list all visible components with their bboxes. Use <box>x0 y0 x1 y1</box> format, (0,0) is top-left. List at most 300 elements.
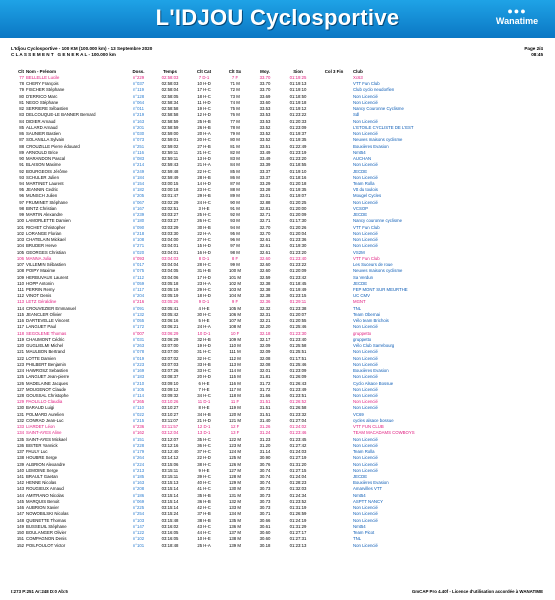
table-cell: 03:03:30 <box>161 230 179 236</box>
table-cell: 13 H-D <box>197 156 211 162</box>
table-cell: 03:04:01 <box>161 243 179 249</box>
table-cell: 02:58:58 <box>161 106 179 112</box>
table-cell: VILLEMIN Sébastien <box>26 262 66 268</box>
table-cell: 32.38 <box>259 280 271 286</box>
table-cell: 110 <box>17 280 24 286</box>
table-cell: 31.24 <box>259 430 271 436</box>
table-cell: 84 M <box>230 162 240 168</box>
table-cell: 148 <box>16 517 24 523</box>
table-cell: POIPY Maxime <box>26 268 56 274</box>
table-cell: 01:23:49 <box>289 386 307 392</box>
table-cell: 03:05:41 <box>161 305 179 311</box>
table-cell: 108 <box>16 268 24 274</box>
table-cell: 23 H-C <box>197 187 211 193</box>
table-cell: n°239 <box>132 212 145 218</box>
table-cell: 128 <box>16 392 24 398</box>
table-cell: MOUGENOT Claude <box>26 386 67 392</box>
table-cell: 24 H-A <box>197 324 211 330</box>
table-cell: Nmt54 <box>353 523 366 529</box>
table-cell: 76 M <box>230 112 240 118</box>
table-cell: 125 M <box>229 455 241 461</box>
table-cell: 01:23:22 <box>289 112 307 118</box>
table-cell: 33.70 <box>259 87 271 93</box>
table-cell: 01:24:02 <box>289 424 307 430</box>
table-cell: 81 <box>19 99 24 105</box>
table-cell: 02:58:58 <box>161 112 179 118</box>
table-cell: 101 <box>16 224 24 230</box>
table-cell: 33.51 <box>259 143 271 149</box>
table-cell: 33.28 <box>259 187 271 193</box>
table-cell: 03:16:05 <box>161 536 179 542</box>
table-cell: 3 H-E <box>198 205 210 211</box>
table-cell: 03:12:16 <box>161 442 179 448</box>
table-cell: Non Licencié <box>353 230 378 236</box>
table-cell: JECDE <box>353 168 368 174</box>
table-cell: SERRIERE Sébastien <box>26 106 69 112</box>
table-cell: LAMORLETTE Damien <box>26 218 71 224</box>
table-cell: 32.61 <box>259 243 271 249</box>
table-cell: n°249 <box>132 168 145 174</box>
table-cell: CONRAD Jean-Luc <box>26 417 64 423</box>
table-cell: 01:23:13 <box>289 542 307 548</box>
table-cell: 106 M <box>229 311 241 317</box>
table-cell: 82 M <box>230 149 240 155</box>
table-cell: n°204 <box>132 293 145 299</box>
table-cell: 01:27:15 <box>289 467 307 473</box>
table-cell: DARTEVELLE Vincent <box>26 318 70 324</box>
table-cell: 01:23:09 <box>289 124 307 130</box>
table-cell: 19 H-C <box>197 106 211 112</box>
table-cell: 02:59:11 <box>161 156 179 162</box>
table-cell: 34 H-B <box>197 411 211 417</box>
table-cell: 03:12:40 <box>161 449 179 455</box>
table-cell: 88 <box>19 143 24 149</box>
table-cell: Bouxières Evasion <box>353 368 389 374</box>
table-cell: 01:20:00 <box>289 205 307 211</box>
table-cell: VS2M <box>353 249 365 255</box>
table-cell: 33 H-C <box>197 368 211 374</box>
table-cell: LETZ Géraldine <box>26 299 57 305</box>
table-cell: 10 H-D <box>197 81 211 87</box>
table-cell: 01:19:07 <box>289 193 307 199</box>
table-cell: 01:20:33 <box>289 118 307 124</box>
table-cell: 01:26:59 <box>289 511 307 517</box>
table-cell: Non Licencié <box>353 131 378 137</box>
table-cell: BLAISON Maxime <box>26 162 61 168</box>
table-cell: 01:25:51 <box>289 349 307 355</box>
table-cell: 30.18 <box>259 542 271 548</box>
table-cell: 26 H-C <box>197 218 211 224</box>
table-cell: 107 M <box>229 318 241 324</box>
table-cell: AUBRION Xavier <box>26 505 59 511</box>
table-cell: 111 <box>17 286 24 292</box>
table-cell: 105 <box>16 249 24 255</box>
table-cell: 01:20:09 <box>289 212 307 218</box>
table-cell: 123 <box>16 361 24 367</box>
column-header: Clt Cat <box>196 69 212 74</box>
table-cell: BUSSEUIL Stéphane <box>26 523 67 529</box>
table-cell: 25 H-A <box>197 542 211 548</box>
table-cell: 96 M <box>230 237 240 243</box>
table-cell: n°254 <box>132 511 145 517</box>
results-header <box>11 46 152 57</box>
table-cell: Non Licencié <box>353 392 378 398</box>
table-cell: n°019 <box>132 355 145 361</box>
table-cell: 124 <box>16 368 24 374</box>
table-cell: 01:23:22 <box>289 262 307 268</box>
table-cell: n°208 <box>132 486 145 492</box>
table-cell: 23 H-A <box>197 280 211 286</box>
table-cell: 85 <box>19 124 24 130</box>
table-cell: 135 M <box>229 517 241 523</box>
table-cell: ARNOULD Brice <box>26 149 58 155</box>
table-cell: 98 M <box>230 249 240 255</box>
column-header: Doss. <box>132 69 145 74</box>
table-cell: 100 <box>16 218 24 224</box>
table-cell: 103 M <box>229 286 241 292</box>
table-cell: 03:15:11 <box>161 474 179 480</box>
table-cell: 32.18 <box>259 330 271 336</box>
table-cell: 03:04:01 <box>161 249 179 255</box>
table-cell: 01:20:25 <box>289 199 307 205</box>
table-cell: 32.08 <box>259 355 271 361</box>
table-cell: 11 F <box>230 399 240 405</box>
table-cell: 32.32 <box>259 305 271 311</box>
table-cell: 147 <box>16 511 24 517</box>
table-cell: BISTER Yannick <box>26 442 58 448</box>
table-cell: 10 D-1 <box>197 330 211 336</box>
table-cell: 21 H-C <box>197 149 211 155</box>
table-cell: DIDIER Arnaud <box>26 118 56 124</box>
table-cell: n°265 <box>132 399 145 405</box>
table-cell: 01:31:20 <box>289 461 307 467</box>
table-cell: BOURGEOIS Jérôme <box>26 168 68 174</box>
table-cell: Non Licencié <box>353 461 378 467</box>
table-cell: 121 M <box>229 417 241 423</box>
brand-name: Wanatime <box>495 16 539 26</box>
table-cell: 17 H-C <box>197 87 211 93</box>
column-header: Nom - Prénom <box>26 69 57 74</box>
table-cell: 132 <box>16 417 24 423</box>
table-cell: 02:59:43 <box>161 162 179 168</box>
table-cell: 01:17:51 <box>289 355 307 361</box>
table-cell: Nmt54 <box>353 492 366 498</box>
table-cell: Non Licencié <box>353 467 378 473</box>
table-cell: 79 M <box>230 131 240 137</box>
table-cell: 03:15:14 <box>161 486 179 492</box>
table-cell: 128 M <box>229 474 241 480</box>
table-cell: 03:07:26 <box>161 368 179 374</box>
table-cell: LIARDET Léon <box>26 424 55 430</box>
table-cell: 01:23:52 <box>289 498 307 504</box>
table-cell: 01:24:19 <box>289 517 307 523</box>
table-cell: 31.72 <box>259 380 271 386</box>
table-cell: 118 M <box>229 392 241 398</box>
table-cell: 114 M <box>229 368 241 374</box>
table-cell: 31.40 <box>259 417 271 423</box>
table-cell: 30.90 <box>259 455 271 461</box>
table-cell: 87 <box>19 137 24 143</box>
table-cell: 03:16:05 <box>161 530 179 536</box>
table-cell: 33.37 <box>259 174 271 180</box>
table-cell: 126 <box>16 380 24 386</box>
table-row <box>11 543 541 549</box>
table-cell: 17 H-D <box>197 274 211 280</box>
table-cell: PHILBERT Benjamin <box>26 361 66 367</box>
table-cell: Nancy Couronne Cyclisme <box>353 106 404 112</box>
table-cell: 01:19:37 <box>289 131 307 137</box>
footer-license: GmCAP Pro 4.40f - Licence d'utilisation accordée à WANATIME <box>411 589 543 594</box>
table-cell: 32 H-B <box>197 336 211 342</box>
table-cell: 34 H-C <box>197 392 211 398</box>
table-cell: 33.53 <box>259 106 271 112</box>
table-cell: CHATELAIN Mickael <box>26 237 66 243</box>
table-cell: 21 H-A <box>197 162 211 168</box>
table-cell: 03:09:32 <box>161 392 179 398</box>
table-cell: n°007 <box>132 330 145 336</box>
table-cell: 03:15:48 <box>161 517 179 523</box>
table-cell: 11 D-1 <box>197 399 211 405</box>
table-cell: 03:00:15 <box>161 181 179 186</box>
table-cell: 02:58:34 <box>161 99 179 105</box>
table-cell: 30.60 <box>259 536 271 542</box>
table-cell: n°179 <box>132 449 145 455</box>
table-cell: AMITRANO Nicolas <box>26 492 64 498</box>
table-cell: n°167 <box>132 205 145 211</box>
table-cell: n°218 <box>132 230 145 236</box>
table-cell: 102 M <box>229 280 241 286</box>
table-cell: 01:28:23 <box>289 480 307 486</box>
table-cell: 40 H-C <box>197 480 211 486</box>
table-cell: 03:07:00 <box>161 343 179 349</box>
column-header: Moy. <box>260 69 270 74</box>
table-cell: 31.51 <box>259 405 271 411</box>
column-header: Clt <box>18 69 24 74</box>
table-cell: 31.14 <box>259 449 271 455</box>
table-cell: 03:06:29 <box>161 336 179 342</box>
table-cell: 20 H-C <box>197 137 211 143</box>
table-cell: 32.88 <box>259 199 271 205</box>
table-cell: 20 H-A <box>197 131 211 137</box>
page-number: Page 2/4 <box>524 46 543 51</box>
table-cell <box>316 543 352 549</box>
table-cell: LOTTE Damien <box>26 355 56 361</box>
table-cell: 38 H-C <box>197 461 211 467</box>
table-cell: Neuves maisons cyclisme <box>353 137 403 143</box>
table-cell: Non Licencié <box>353 542 378 548</box>
page-info <box>524 46 543 57</box>
table-cell: 01:26:52 <box>289 399 307 405</box>
classification-title: C L A S S E M E N T G E N E R A L - 100.000 km <box>11 51 116 57</box>
table-cell: 02:59:11 <box>161 149 179 155</box>
table-cell: 01:17:30 <box>289 218 307 224</box>
table-cell: 01:31:29 <box>289 523 307 529</box>
table-cell: 112 M <box>229 355 241 361</box>
table-cell: Non Licencié <box>353 436 378 442</box>
table-cell: AUCHAN <box>353 156 372 162</box>
table-cell: Non Licencié <box>353 505 378 511</box>
table-cell: 03:15:14 <box>161 492 179 498</box>
table-cell: 32.09 <box>259 343 271 349</box>
table-cell: SEGOLENE Thomas <box>26 330 67 336</box>
table-cell: 103 <box>16 237 24 243</box>
table-cell: 31.51 <box>259 411 271 417</box>
table-cell: 115 <box>17 311 24 317</box>
table-cell: Sdl <box>353 112 360 118</box>
table-cell: MAULBON Bertrand <box>26 349 65 355</box>
table-cell: n°224 <box>132 461 145 467</box>
table-cell: 01:20:09 <box>289 268 307 274</box>
table-cell: 01:25:58 <box>289 343 307 349</box>
table-cell: 138 <box>16 455 24 461</box>
table-cell: 15 H-D <box>197 243 211 249</box>
table-cell: MARTIN Alexandre <box>26 212 63 218</box>
table-cell: n°271 <box>132 243 145 249</box>
table-cell: D'ERRICO Marc <box>26 93 58 99</box>
table-cell: 03:10:27 <box>161 411 179 417</box>
table-cell: UC CMV <box>353 293 370 299</box>
table-cell: 01:20:26 <box>289 224 307 230</box>
table-cell: 03:05:19 <box>161 293 179 299</box>
table-cell: n°078 <box>132 349 145 355</box>
table-cell: 31.72 <box>259 386 271 392</box>
table-cell: 24 H-C <box>197 199 211 205</box>
table-cell: ROUGIEUX Arnaud <box>26 486 64 492</box>
table-cell: 02:58:03 <box>161 81 179 87</box>
table-cell: 93 <box>19 174 24 180</box>
table-cell: 121 <box>16 349 24 355</box>
table-cell: 30.60 <box>259 530 271 536</box>
table-cell: n°229 <box>132 75 145 81</box>
table-cell: 122 <box>16 355 24 361</box>
table-cell: BRAULT Gaetan <box>26 474 58 480</box>
table-cell: Cyclo Alsace Bossue <box>353 380 394 386</box>
table-cell: MARANDON Pascal <box>26 156 66 162</box>
table-cell: 03:04:05 <box>161 268 179 274</box>
table-cell: Non Licencié <box>353 511 378 517</box>
table-cell: 03:15:11 <box>161 467 179 473</box>
table-cell: 32.71 <box>259 218 271 224</box>
table-cell: 136 M <box>229 523 241 529</box>
table-cell: n°083 <box>132 156 145 162</box>
table-cell: 138 M <box>229 536 241 542</box>
table-cell: Non Licencié <box>353 93 378 99</box>
table-cell: 32.60 <box>259 268 271 274</box>
table-cell: 32.61 <box>259 249 271 255</box>
table-cell: 01:29:11 <box>289 299 307 305</box>
table-cell: 78 <box>19 81 24 87</box>
table-cell: Non Licencié <box>353 455 378 461</box>
table-cell: 02:59:01 <box>161 137 179 143</box>
table-cell: 33.52 <box>259 137 271 143</box>
table-cell: MGNT <box>353 299 366 305</box>
table-cell: 32.60 <box>259 262 271 268</box>
table-cell: 25 H-C <box>197 212 211 218</box>
table-cell: 01:19:35 <box>289 187 307 193</box>
table-cell: 39 H-C <box>197 474 211 480</box>
table-cell: SAUNIER Bastien <box>26 131 61 137</box>
table-cell: 19 H-D <box>197 343 211 349</box>
table-cell: 32.61 <box>259 237 271 243</box>
table-cell: 29 H-C <box>197 286 211 292</box>
table-cell: Non Licencié <box>353 361 378 367</box>
table-cell: 93 M <box>230 218 240 224</box>
table-cell: 16 H-D <box>197 249 211 255</box>
table-cell: 01:19:30 <box>289 243 307 249</box>
table-cell: 01:24:34 <box>289 492 307 498</box>
table-cell: 01:19:13 <box>289 81 307 87</box>
table-cell: 7 D-1 <box>198 75 210 81</box>
table-cell: 33.70 <box>259 81 271 87</box>
table-cell: n°103 <box>132 517 145 523</box>
table-cell: n°163 <box>132 480 145 486</box>
table-cell: 83 M <box>230 156 240 162</box>
table-cell: 01:23:32 <box>289 411 307 417</box>
table-cell: 134 <box>16 430 24 436</box>
table-cell: 8 F <box>231 255 239 261</box>
table-cell: 12 D-1 <box>197 424 211 430</box>
table-cell: 03:10:26 <box>161 399 179 405</box>
table-cell: 86 <box>19 131 24 137</box>
table-cell: Team Rolla <box>353 181 375 186</box>
table-cell: n°122 <box>132 530 145 536</box>
table-cell: 78 M <box>230 124 240 130</box>
table-cell: 8 D-1 <box>198 255 210 261</box>
table-cell: 01:20:07 <box>289 311 307 317</box>
table-cell: 10 F <box>230 330 240 336</box>
table-cell: MARQUIS Benoit <box>26 498 60 504</box>
table-cell: Non Licencié <box>353 199 378 205</box>
footer-stats: I:273 P:251 Ar:248 D:0 Ab:5 <box>11 589 68 594</box>
table-cell: ASPTT NANCY <box>353 498 384 504</box>
table-cell: 89 M <box>230 193 240 199</box>
table-cell: 01:23:46 <box>289 430 307 436</box>
table-cell: SAINT-AYES Aline <box>26 430 62 436</box>
table-cell: Non Licencié <box>353 374 378 380</box>
table-cell: n°059 <box>132 280 145 286</box>
table-cell: 01:23:36 <box>289 237 307 243</box>
table-cell: 134 M <box>229 511 241 517</box>
table-cell: n°091 <box>132 305 145 311</box>
table-cell: HOPP Antonin <box>26 280 54 286</box>
table-cell: 127 <box>16 386 24 392</box>
table-cell: 119 <box>17 336 24 342</box>
table-cell: 139 <box>16 461 24 467</box>
table-cell: Vélo Club Sarrebourg <box>353 343 395 349</box>
table-cell: 91 <box>19 162 24 168</box>
table-cell: 143 <box>16 486 24 492</box>
table-cell: 01:25:46 <box>289 361 307 367</box>
table-cell: 41 H-C <box>197 486 211 492</box>
table-cell: 118 <box>17 330 24 336</box>
table-cell: n°090 <box>132 224 145 230</box>
print-time: 08:45 <box>531 51 543 57</box>
table-cell: n°169 <box>132 368 145 374</box>
table-cell: 32.20 <box>259 324 271 330</box>
table-cell: 75 M <box>230 106 240 112</box>
table-cell: 01:26:43 <box>289 380 307 386</box>
table-cell: Bouxières Evasion <box>353 480 389 486</box>
table-cell: 30.61 <box>259 523 271 529</box>
table-cell: 01:18:16 <box>289 174 307 180</box>
table-cell: 102 <box>16 230 24 236</box>
table-cell: 30.73 <box>259 498 271 504</box>
table-cell: 35 H-C <box>197 436 211 442</box>
table-cell: 145 <box>16 498 24 504</box>
header-banner <box>0 0 555 38</box>
table-cell: SCHULER Julien <box>26 174 59 180</box>
table-cell: 01:24:03 <box>289 449 307 455</box>
